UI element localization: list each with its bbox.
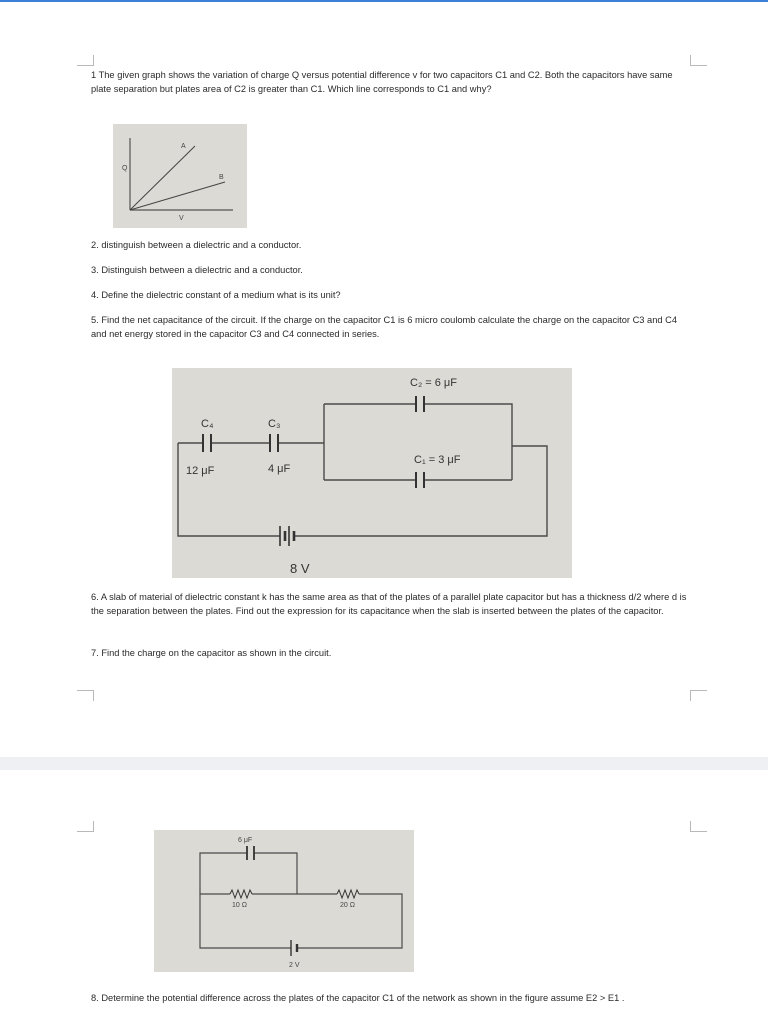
graph-line-a-label: A [181,143,186,150]
document-page-2 [0,770,768,1024]
page-corner-mark [77,821,94,832]
capacitor-value-label: 6 μF [238,837,253,844]
graph-line-b-label: B [219,174,224,181]
page-corner-mark [77,55,94,66]
capacitor-circuit-image [172,368,572,578]
question-1: 1 The given graph shows the variation of charge Q versus potential difference v for two capacitors C1 and C2. Both the capacitors have same plate separation but plates area of C2 is greater than C1. Which line corresponds to C1 and why? [91,70,673,94]
c4-label: C₄ [201,418,214,430]
capacitor-symbol [247,846,254,860]
resistor-capacitor-circuit-image [154,830,414,972]
battery-label: 8 V [290,561,310,576]
page-corner-mark [690,690,707,701]
capacitor-c3-symbol [270,434,278,452]
resistor-20-ohm-label: 20 Ω [340,902,355,909]
c2-label: C₂ = 6 μF [410,377,457,389]
question-3: 3. Distinguish between a dielectric and a conductor. [91,265,303,275]
question-7: 7. Find the charge on the capacitor as shown in the circuit. [91,648,332,658]
page-corner-mark [77,690,94,701]
c1-label: C₁ = 3 μF [414,454,461,466]
question-5: 5. Find the net capacitance of the circuit. If the charge on the capacitor C1 is 6 micro coulomb calculate the charge on the capacitor C3 and C4 and net energy stored in the capacitor C3 and C4 connected in series. [91,315,678,339]
battery-symbol [280,526,294,546]
document-page-1 [0,2,768,757]
c4-value-label: 12 μF [186,465,215,477]
page-corner-mark [690,821,707,832]
circuit-wires [200,853,402,948]
resistor-20-ohm-symbol [337,890,359,898]
capacitor-c1-symbol [416,472,424,488]
graph-x-label: V [179,215,184,222]
capacitor-c2-symbol [416,396,424,412]
page-corner-mark [690,55,707,66]
c3-label: C₃ [268,418,281,430]
resistor-10-ohm-symbol [230,890,252,898]
capacitor-c4-symbol [203,434,211,452]
question-8: 8. Determine the potential difference across the plates of the capacitor C1 of the network as shown in the figure assume E2 > E1 . [91,993,625,1003]
circuit-wires [178,404,547,536]
question-2: 2. distinguish between a dielectric and a conductor. [91,240,302,250]
c3-value-label: 4 μF [268,463,291,475]
question-4: 4. Define the dielectric constant of a medium what is its unit? [91,290,341,300]
graph-y-label: Q [122,165,128,172]
q-v-graph-image [113,124,247,228]
battery-symbol [291,940,297,956]
resistor-10-ohm-label: 10 Ω [232,902,247,909]
question-6: 6. A slab of material of dielectric constant k has the same area as that of the plates of a parallel plate capacitor but has a thickness d/2 where d is the separation between the plates. Find out the expression for its capacitance when the slab is inserted between the plates of the capacitor. [91,592,687,616]
battery-value-label: 2 V [289,962,300,969]
